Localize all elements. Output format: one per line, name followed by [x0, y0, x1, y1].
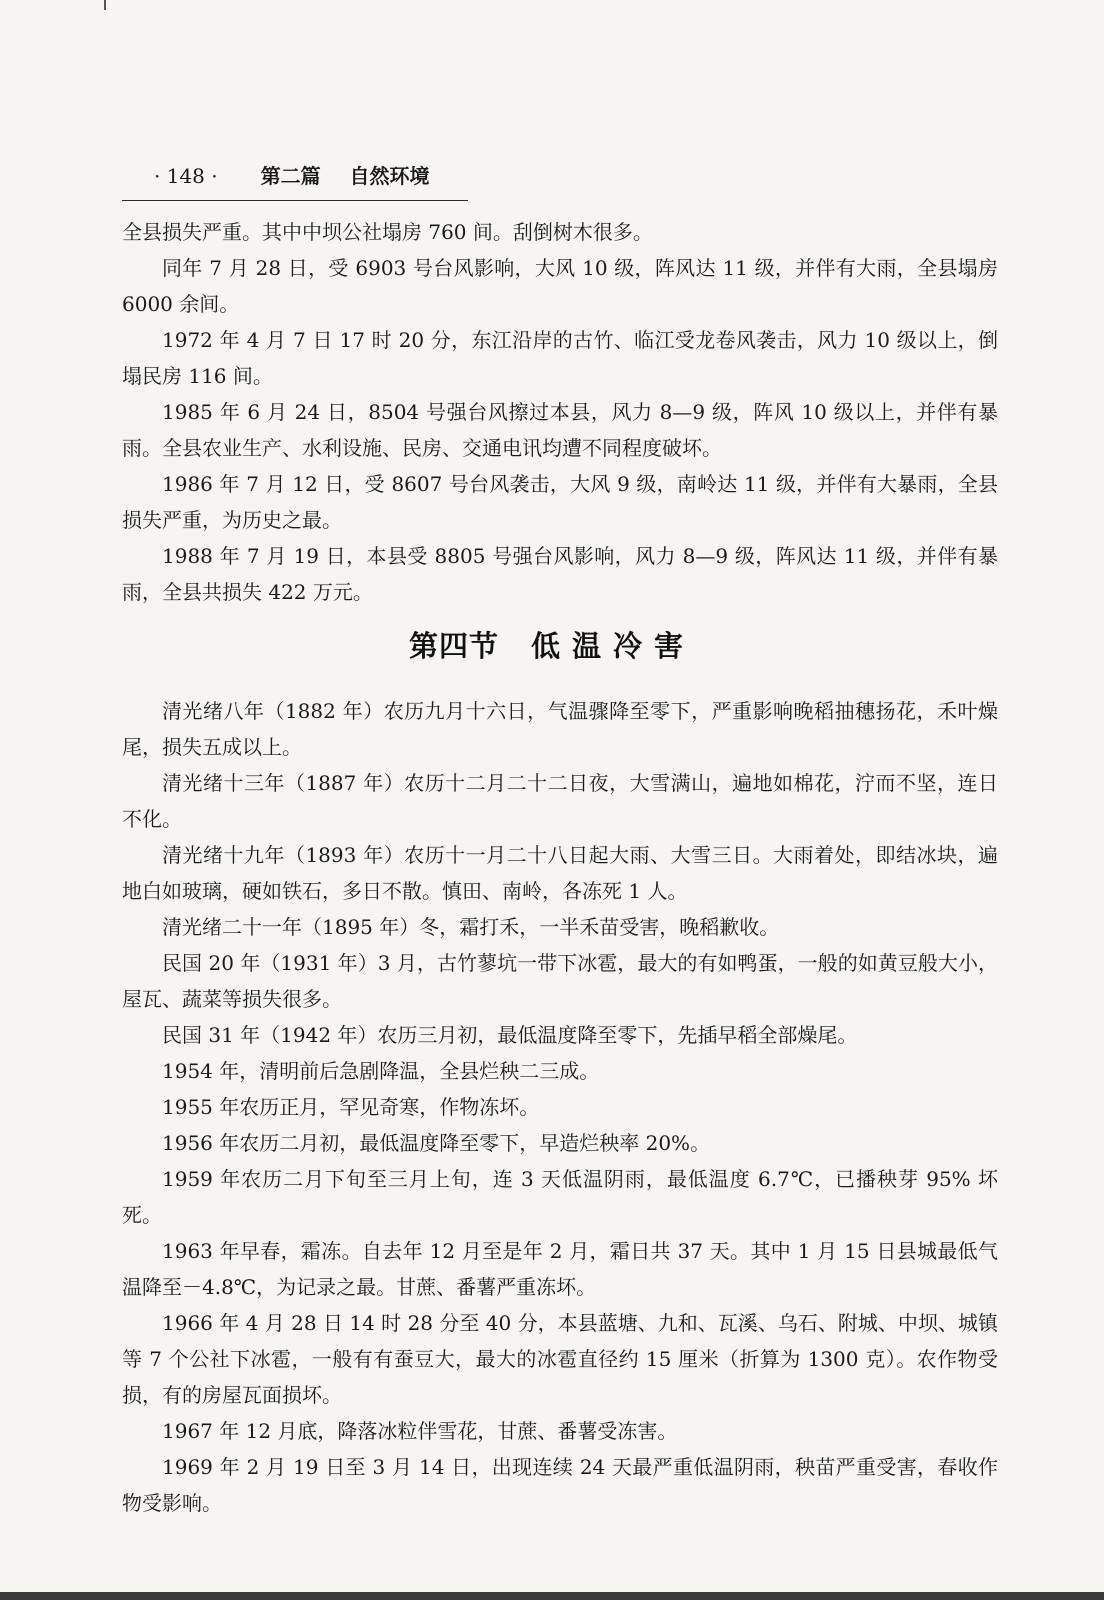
paragraph: 清光绪十九年（1893 年）农历十一月二十八日起大雨、大雪三日。大雨着处，即结冰块，遍地白如玻璃，硬如铁石，多日不散。慎田、南岭，各冻死 1 人。: [122, 843, 998, 903]
page-edge-mark: [104, 0, 106, 10]
paragraph: 1986 年 7 月 12 日，受 8607 号台风袭击，大风 9 级，南岭达 11 级，并伴有大暴雨，全县损失严重，为历史之最。: [122, 472, 998, 532]
paragraph: 1956 年农历二月初，最低温度降至零下，早造烂秧率 20%。: [162, 1131, 711, 1155]
paragraph: 1985 年 6 月 24 日，8504 号强台风擦过本县，风力 8—9 级，阵风 10 级以上，并伴有暴雨。全县农业生产、水利设施、民房、交通电讯均遭不同程度破坏。: [122, 400, 998, 460]
section-heading: [0, 624, 1104, 665]
part-title: 第二篇: [260, 164, 321, 188]
paragraph: 1966 年 4 月 28 日 14 时 28 分至 40 分，本县蓝塘、九和、瓦溪、乌石、附城、中坝、城镇等 7 个公社下冰雹，一般有有蚕豆大，最大的冰雹直径约 15 厘米（折算为 1300 克）。农作物受损，有的房屋瓦面损坏。: [122, 1311, 998, 1407]
paragraph: 1963 年早春，霜冻。自去年 12 月至是年 2 月，霜日共 37 天。其中 1 月 15 日县城最低气温降至－4.8℃，为记录之最。甘蔗、番薯严重冻坏。: [122, 1239, 998, 1299]
paragraph: 清光绪十三年（1887 年）农历十二月二十二日夜，大雪满山，遍地如棉花，泞而不坚，连日不化。: [122, 771, 998, 831]
paragraph: 民国 31 年（1942 年）农历三月初，最低温度降至零下，先插早稻全部燥尾。: [162, 1023, 858, 1047]
section-number: 第四节: [408, 629, 499, 663]
paragraph: 1988 年 7 月 19 日，本县受 8805 号强台风影响，风力 8—9 级，阵风达 11 级，并伴有暴雨，全县共损失 422 万元。: [122, 544, 998, 604]
paragraph: 1972 年 4 月 7 日 17 时 20 分，东江沿岸的古竹、临江受龙卷风袭击，风力 10 级以上，倒塌民房 116 间。: [122, 328, 998, 388]
paragraph: 清光绪二十一年（1895 年）冬，霜打禾，一半禾苗受害，晚稻歉收。: [162, 915, 780, 939]
running-header: [122, 160, 468, 201]
paragraph: 全县损失严重。其中中坝公社塌房 760 间。刮倒树木很多。: [122, 220, 653, 244]
scan-bottom-edge: [0, 1592, 1104, 1600]
paragraph: 1954 年，清明前后急剧降温，全县烂秧二三成。: [162, 1059, 600, 1083]
section-name: 低温冷害: [531, 629, 696, 663]
paragraph: 同年 7 月 28 日，受 6903 号台风影响，大风 10 级，阵风达 11 级，并伴有大雨，全县塌房 6000 余间。: [122, 256, 998, 316]
cold-damage-records: [122, 693, 998, 1521]
typhoon-records-continued: [122, 214, 998, 610]
paragraph: 民国 20 年（1931 年）3 月，古竹蓼坑一带下冰雹，最大的有如鸭蛋，一般的如黄豆般大小，屋瓦、蔬菜等损失很多。: [122, 951, 998, 1011]
paragraph: 1967 年 12 月底，降落冰粒伴雪花，甘蔗、番薯受冻害。: [162, 1419, 678, 1443]
paragraph: 1969 年 2 月 19 日至 3 月 14 日，出现连续 24 天最严重低温阴雨，秧苗严重受害，春收作物受影响。: [122, 1455, 998, 1515]
page-number: · 148 ·: [154, 164, 218, 188]
chapter-title: 自然环境: [349, 164, 430, 188]
paragraph: 1955 年农历正月，罕见奇寒，作物冻坏。: [162, 1095, 540, 1119]
paragraph: 清光绪八年（1882 年）农历九月十六日，气温骤降至零下，严重影响晚稻抽穗扬花，禾叶燥尾，损失五成以上。: [122, 699, 998, 759]
paragraph: 1959 年农历二月下旬至三月上旬，连 3 天低温阴雨，最低温度 6.7℃，已播秧芽 95% 坏死。: [122, 1167, 998, 1227]
